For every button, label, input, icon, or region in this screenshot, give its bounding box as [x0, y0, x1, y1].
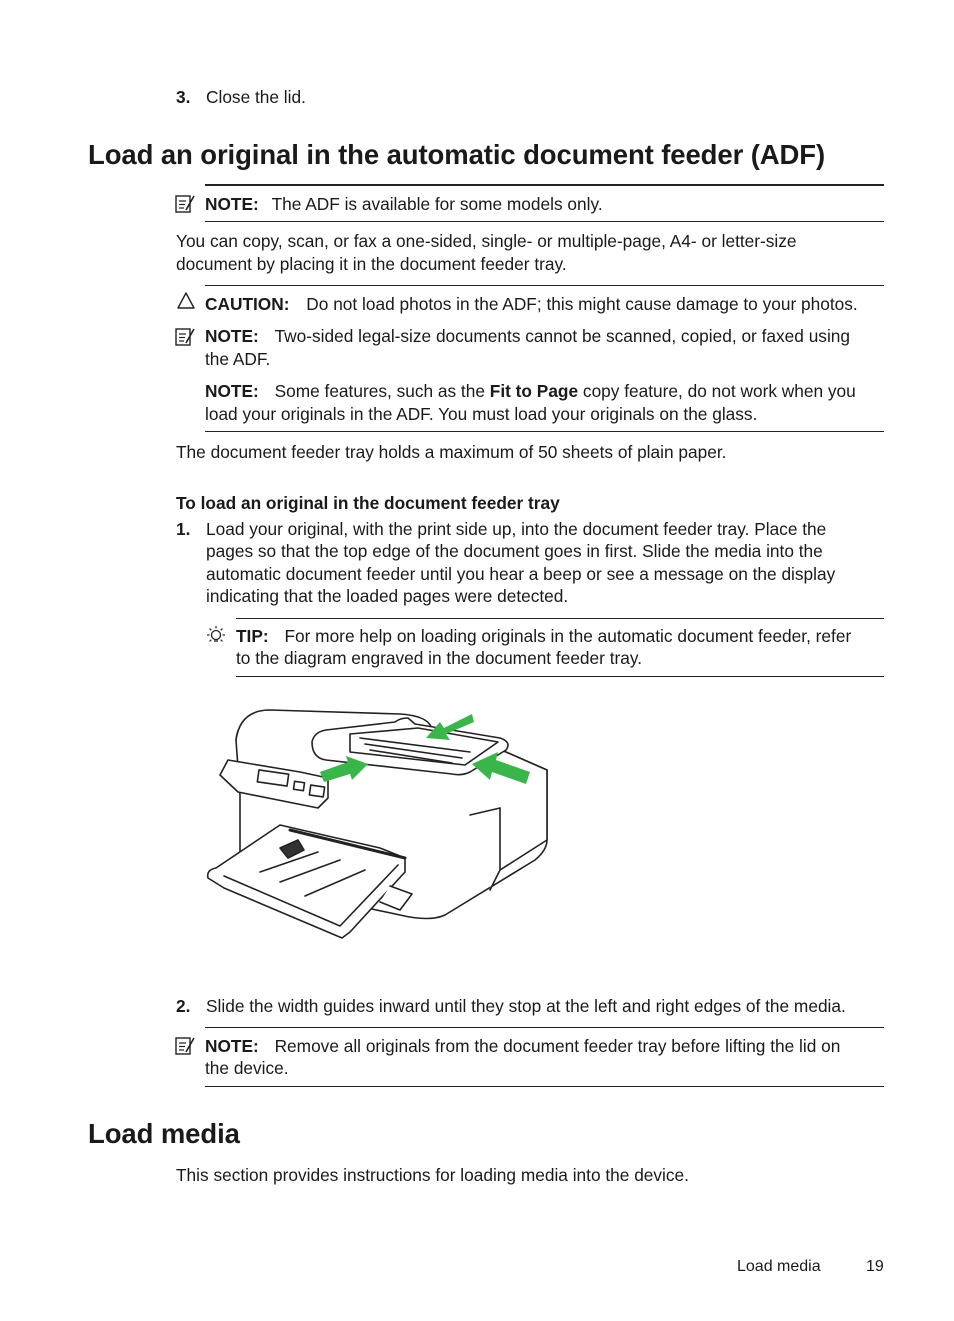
tip-line-1	[236, 625, 851, 648]
tip-lightbulb-icon	[205, 625, 227, 647]
page-number: 19	[866, 1258, 884, 1275]
note-2-line-2: the ADF.	[205, 349, 271, 369]
step-1-line: indicating that the loaded pages were detected.	[206, 586, 569, 606]
note-label: NOTE:	[205, 1036, 259, 1056]
note-top-rule	[205, 184, 884, 186]
tip-bottom-rule	[236, 676, 884, 677]
note-text-post: copy feature, do not work when you	[582, 381, 856, 401]
caution	[205, 293, 858, 316]
caution-text: Do not load photos in the ADF; this might cause damage to your photos.	[306, 294, 858, 314]
intro-line-2: document by placing it in the document feeder tray.	[176, 254, 567, 274]
tip-line-2: to the diagram engraved in the document feeder tray.	[236, 648, 643, 668]
step-3	[176, 86, 190, 109]
note-text-pre: Some features, such as the	[274, 381, 485, 401]
capacity-text: The document feeder tray holds a maximum of 50 sheets of plain paper.	[176, 442, 727, 462]
note-bottom-rule	[205, 221, 884, 222]
tip-label: TIP:	[236, 626, 269, 646]
note-top-rule	[205, 1027, 884, 1028]
step-1-line: automatic document feeder until you hear a beep or see a message on the display	[206, 564, 836, 584]
footer-section: Load media	[737, 1258, 821, 1275]
caution-triangle-icon	[176, 291, 196, 311]
step-number: 2.	[176, 996, 191, 1016]
note-label: NOTE:	[205, 381, 259, 401]
load-media-intro: This section provides instructions for loading media into the device.	[176, 1165, 689, 1185]
note-3-line-1	[205, 380, 856, 403]
printer-adf-illustration	[200, 700, 560, 960]
tip-top-rule	[236, 618, 884, 619]
fit-to-page-term: Fit to Page	[489, 381, 579, 401]
note-icon	[174, 193, 196, 215]
note-text: Two-sided legal-size documents cannot be scanned, copied, or faxed using	[274, 326, 851, 346]
procedure-title: To load an original in the document feeder tray	[176, 493, 560, 513]
note-bottom-rule	[205, 1086, 884, 1087]
note-4-line-1	[205, 1035, 840, 1058]
caution-label: CAUTION:	[205, 294, 290, 314]
step-number: 1.	[176, 519, 191, 539]
note-label: NOTE:	[205, 194, 259, 214]
step-1-line: Load your original, with the print side up, into the document feeder tray. Place the	[206, 519, 827, 539]
section-heading-adf: Load an original in the automatic document feeder (ADF)	[88, 139, 826, 170]
notes-bottom-rule	[205, 431, 884, 432]
tip-text: For more help on loading originals in the automatic document feeder, refer	[284, 626, 852, 646]
caution-top-rule	[205, 285, 884, 286]
note-text: The ADF is available for some models only.	[271, 194, 603, 214]
note-3-line-2: load your originals in the ADF. You must load your originals on the glass.	[205, 404, 758, 424]
note-label: NOTE:	[205, 326, 259, 346]
step-2-text: Slide the width guides inward until they stop at the left and right edges of the media.	[206, 996, 846, 1016]
intro-line-1: You can copy, scan, or fax a one-sided, single- or multiple-page, A4- or letter-size	[176, 231, 797, 251]
note-1	[205, 193, 603, 216]
note-text: Remove all originals from the document feeder tray before lifting the lid on	[274, 1036, 841, 1056]
note-icon	[174, 326, 196, 348]
step-number: 3.	[176, 87, 191, 107]
section-heading-load-media: Load media	[88, 1118, 240, 1149]
step-1-line: pages so that the top edge of the document goes in first. Slide the media into the	[206, 541, 823, 561]
step-3-text: Close the lid.	[206, 87, 306, 107]
note-2-line-1	[205, 325, 850, 348]
note-4-line-2: the device.	[205, 1058, 289, 1078]
note-icon	[174, 1035, 196, 1057]
